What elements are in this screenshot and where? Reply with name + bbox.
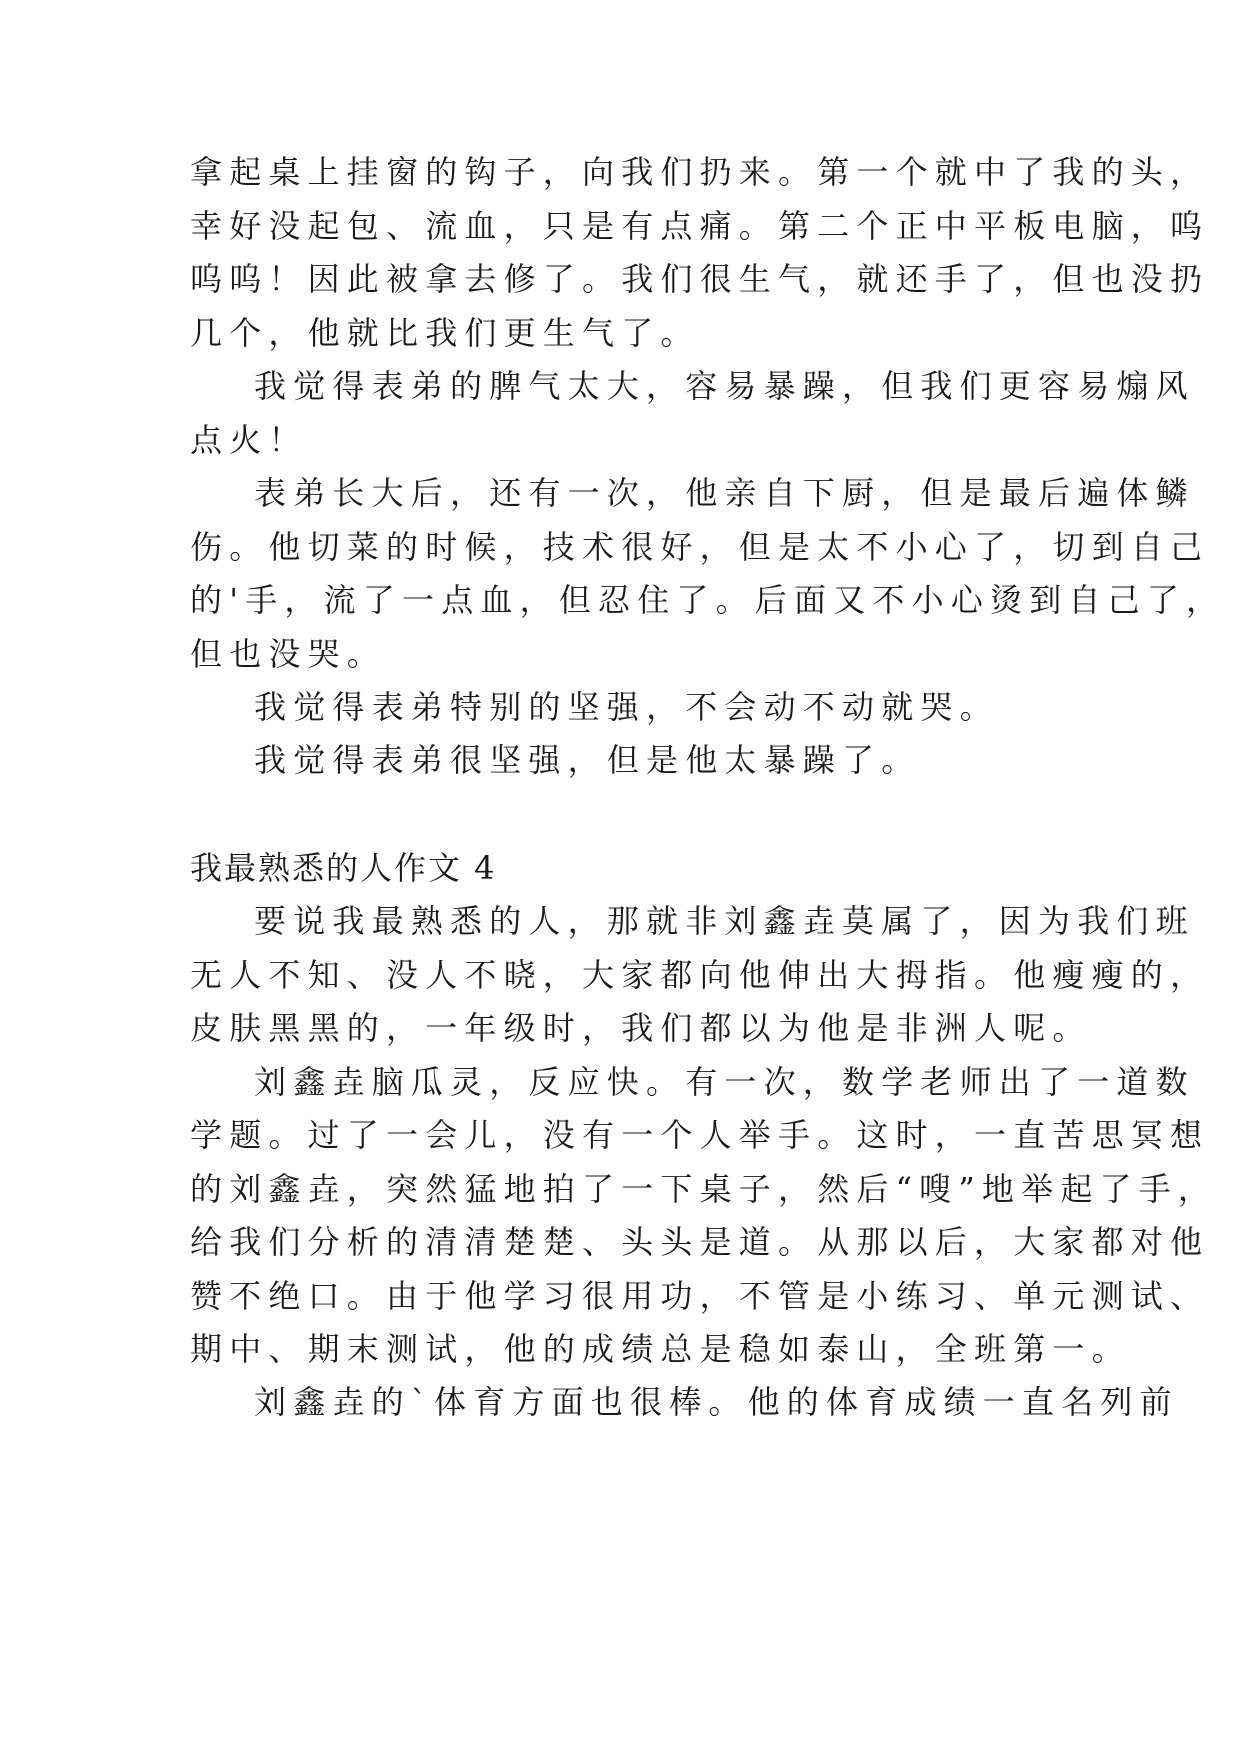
- paragraph-first-line: 我觉得表弟特别的坚强，不会动不动就哭。: [254, 688, 999, 726]
- text-line: 学题。过了一会儿，没有一个人举手。这时，一直苦思冥想: [190, 1116, 1210, 1154]
- text-line: 赞不绝口。由于他学习很用功，不管是小练习、单元测试、: [190, 1277, 1210, 1315]
- text-line: 的刘鑫垚，突然猛地拍了一下桌子，然后“嗖”地举起了手，: [190, 1170, 1218, 1208]
- paragraph-first-line: 刘鑫垚的`体育方面也很棒。他的体育成绩一直名列前: [254, 1383, 1179, 1421]
- text-line: 点火！: [190, 421, 308, 459]
- text-line: 幸好没起包、流血，只是有点痛。第二个正中平板电脑，呜: [190, 207, 1210, 245]
- paragraph-first-line: 刘鑫垚脑瓜灵，反应快。有一次，数学老师出了一道数: [254, 1063, 1195, 1101]
- text-line: 呜呜！因此被拿去修了。我们很生气，就还手了，但也没扔: [190, 260, 1210, 298]
- text-line: 无人不知、没人不晓，大家都向他伸出大拇指。他瘦瘦的，: [190, 956, 1210, 994]
- text-line: 期中、期末测试，他的成绩总是稳如泰山，全班第一。: [190, 1330, 1131, 1368]
- text-line: 的'手，流了一点血，但忍住了。后面又不小心烫到自己了，: [190, 581, 1226, 619]
- text-line: 几个，他就比我们更生气了。: [190, 314, 700, 352]
- text-line: 伤。他切菜的时候，技术很好，但是太不小心了，切到自己: [190, 528, 1210, 566]
- section-heading: 我最熟悉的人作文 4: [190, 849, 497, 887]
- text-line: 皮肤黑黑的，一年级时，我们都以为他是非洲人呢。: [190, 1009, 1092, 1047]
- text-line: 拿起桌上挂窗的钩子，向我们扔来。第一个就中了我的头，: [190, 153, 1210, 191]
- paragraph-first-line: 我觉得表弟的脾气太大，容易暴躁，但我们更容易煽风: [254, 367, 1195, 405]
- text-line: 但也没哭。: [190, 635, 387, 673]
- paragraph-first-line: 表弟长大后，还有一次，他亲自下厨，但是最后遍体鳞: [254, 474, 1195, 512]
- paragraph-first-line: 要说我最熟悉的人，那就非刘鑫垚莫属了，因为我们班: [254, 902, 1195, 940]
- paragraph-first-line: 我觉得表弟很坚强，但是他太暴躁了。: [254, 741, 921, 779]
- text-line: 给我们分析的清清楚楚、头头是道。从那以后，大家都对他: [190, 1223, 1210, 1261]
